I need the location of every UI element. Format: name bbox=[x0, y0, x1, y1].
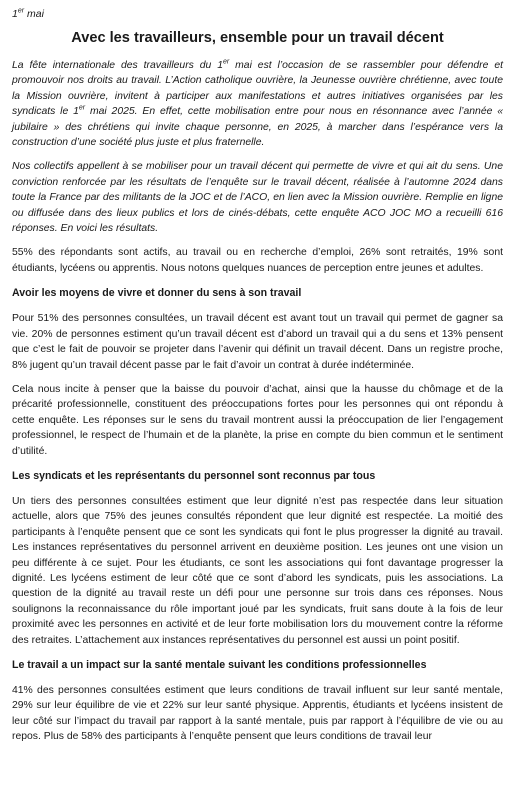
intro-paragraph-2: Nos collectifs appellent à se mobiliser pour un travail décent qui permette de vivre et qui ait du sens. Une conviction renforcée par les résultats de l’enquête sur le travail décent, réalisée à l’automne 2024 dans toute la France par des militants de la JOC et de l’ACO, en lien avec la Mission ouvrière. Remplie en ligne ou diffusée dans des lieux publics et lors de cinés-débats, cette enquête ACO JOC MO a recueilli 616 réponses. En voici les résultats. bbox=[12, 161, 503, 235]
date-month: mai bbox=[27, 8, 44, 20]
intro-paragraph-1: La fête internationale des travailleurs du 1er mai est l’occasion de se rassembler pour défendre et promouvoir nos droits au travail. L’Action catholique ouvrière, la Jeunesse ouvrière chrétienne, avec toute la Mission ouvrière, invitent à participer aux manifestations et autres initiatives organisées par les syndicats le 1er mai 2025. En effet, cette mobilisation entre pour nous en résonnance avec l’année « jubilaire » des chrétiens qui invite chaque personne, en 2025, à marcher dans l’espérance vers la construction d’une société plus juste et plus fraternelle. bbox=[12, 58, 503, 149]
date-day: 1 bbox=[12, 8, 18, 20]
section-heading-unions: Les syndicats et les représentants du personnel sont reconnus par tous bbox=[12, 469, 376, 482]
stats-paragraph: 55% des répondants sont actifs, au travail ou en recherche d’emploi, 26% sont retraités, 19% sont étudiants, lycéens ou apprentis. Nous notons quelques nuances de perception entre jeunes et adultes. bbox=[12, 247, 503, 274]
section-paragraph: Pour 51% des personnes consultées, un travail décent est avant tout un travail qui permet de gagner sa vie. 20% de personnes estiment qu’un travail décent est d’abord un travail qui a du sens et 13% pensent que c’est le fait de pouvoir se projeter dans l’avenir qui définit un travail décent. Dans un registre proche, 8% jugent qu’un travail décent passe par le fait d’avoir un contrat à durée indéterminée. bbox=[12, 313, 503, 371]
section-paragraph: 41% des personnes consultées estiment que leurs conditions de travail influent sur leur santé mentale, 29% sur leur équilibre de vie et 22% sur leur santé physique. Apprentis, étudiants et lycéens insistent de leur côté sur l’impact du travail par rapport à la santé mentale, puis par rapport à l’équilibre de vie ou au repos. Plus de 58% des participants à l’enquête pensent que leurs conditions de travail leur bbox=[12, 685, 503, 743]
section-heading-means-and-meaning: Avoir les moyens de vivre et donner du sens à son travail bbox=[12, 287, 302, 300]
section-paragraph: Cela nous incite à penser que la baisse du pouvoir d’achat, ainsi que la hausse du chômage et de la précarité professionnelle, constituent des préoccupations fortes pour les personnes qui ont répondu à cette enquête. Les réponses sur le sens du travail montrent aussi la préoccupation de lier l’engagement professionnel, le respect de l’humain et de la planète, la prise en compte du bien commun et le sentiment d’utilité. bbox=[12, 383, 503, 457]
document-title: Avec les travailleurs, ensemble pour un travail décent bbox=[71, 30, 444, 46]
date-ordinal: er bbox=[17, 7, 25, 15]
document-date bbox=[12, 8, 503, 20]
section-heading-mental-health: Le travail a un impact sur la santé mentale suivant les conditions professionnelles bbox=[12, 659, 427, 671]
section-paragraph: Un tiers des personnes consultées estiment que leur dignité n’est pas respectée dans leur situation actuelle, alors que 75% des jeunes consultés répondent que leur dignité est respectée. La moitié des participants à l’enquête pensent que ce sont les syndicats qui font le plus progresser la dignité au travail. Les instances représentatives du personnel arrivent en deuxième position. Les jeunes ont une vision un peu différente à ce sujet. Pour les étudiants, ce sont les associations qui font davantage progresser la dignité. Les lycéens estiment de leur côté que ce sont d’abord les syndicats, puis les associations. La question de la dignité au travail reste un défi pour une personne sur trois dans ces réponses. Nous soulignons la reconnaissance du rôle important joué par les syndicats, fruit sans doute à la fois de leur proximité avec les personnes en activité et de leur forte mobilisation lors du mouvement contre la réforme des retraites. L’attachement aux instances représentatives du personnel est aussi un point positif. bbox=[12, 495, 503, 646]
